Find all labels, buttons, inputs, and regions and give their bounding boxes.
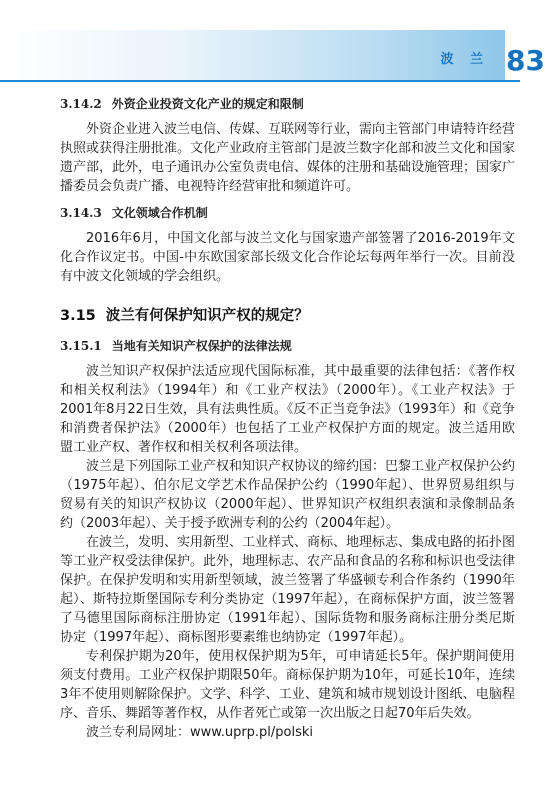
running-header-country: 波 兰 — [440, 52, 489, 67]
section-heading-3-15-1 — [60, 337, 515, 354]
paragraph: 专利保护期为20年，使用权保护期为5年，可申请延长5年。保护期间使用须支付费用。工业产权保护期限50年。商标保护期为10年，可延长10年，连续3年不使用则解除保护。文学、科学、工业、建筑和城市规划设计图纸、电脑程序、音乐、舞蹈等著作权，从作者死亡或第一次出版之日起70年后失效。 — [60, 649, 515, 721]
section-number: 3.14.2 — [60, 97, 102, 111]
header-banner — [0, 30, 505, 82]
section-title: 波兰有何保护知识产权的规定？ — [105, 308, 309, 324]
paragraph: 外资企业进入波兰电信、传媒、互联网等行业，需向主管部门申请特许经营执照或获得注册批准。文化产业政府主管部门是波兰数字化部和波兰文化和国家遗产部，此外，电子通讯办公室负责电信、媒体的注册和基础设施管理；国家广播委员会负责广播、电视特许经营审批和频道许可。 — [60, 122, 516, 194]
section-title: 当地有关知识产权保护的法律法规 — [111, 339, 292, 353]
page-number: 83 — [506, 44, 545, 77]
paragraph: 波兰是下列国际工业产权和知识产权协议的缔约国：巴黎工业产权保护公约（1975年起）、伯尔尼文学艺术作品保护公约（1990年起）、世界贸易组织与贸易有关的知识产权协议（2000年起）、世界知识产权组织表演和录像制品条约（2003年起）、关于授予欧洲专利的公约（2004年起）。 — [60, 459, 516, 531]
section-title: 外资企业投资文化产业的规定和限制 — [111, 97, 304, 111]
patent-office-url: 波兰专利局网址：www.uprp.pl/polski — [86, 725, 314, 740]
header-divider — [0, 80, 520, 82]
section-heading-3-14-2 — [60, 95, 515, 112]
section-number: 3.15 — [60, 308, 96, 324]
section-heading-3-14-3 — [60, 204, 515, 221]
paragraph: 2016年6月，中国文化部与波兰文化与国家遗产部签署了2016-2019年文化合作议定书。中国-中东欧国家部长级文化合作论坛每两年举行一次。目前没有中波文化领域的学会组织。 — [60, 231, 515, 284]
section-number: 3.14.3 — [60, 206, 102, 220]
paragraph: 在波兰，发明、实用新型、工业样式、商标、地理标志、集成电路的拓扑图等工业产权受法律保护。此外，地理标志、农产品和食品的名称和标识也受法律保护。在保护发明和实用新型领域，波兰签署了华盛顿专利合作条约（1990年起）、斯特拉斯堡国际专利分类协定（1997年起），在商标保护方面，波兰签署了马德里国际商标注册协定（1991年起）、国际货物和服务商标注册分类尼斯协定（1997年起）、商标图形要素维也纳协定（1997年起）。 — [60, 535, 516, 645]
page-content — [60, 95, 515, 742]
section-number: 3.15.1 — [60, 339, 102, 353]
section-heading-3-15 — [60, 304, 515, 325]
paragraph: 波兰知识产权保护法适应现代国际标准，其中最重要的法律包括：《著作权和相关权利法》（1994年）和《工业产权法》（2000年）。《工业产权法》于2001年8月22日生效，具有法典性质。《反不正当竞争法》（1993年）和《竞争和消费者保护法》（2000年）也包括了工业产权保护方面的规定。波兰适用欧盟工业产权、著作权和相关权利各项法律。 — [60, 364, 515, 455]
section-title: 文化领域合作机制 — [111, 206, 208, 220]
